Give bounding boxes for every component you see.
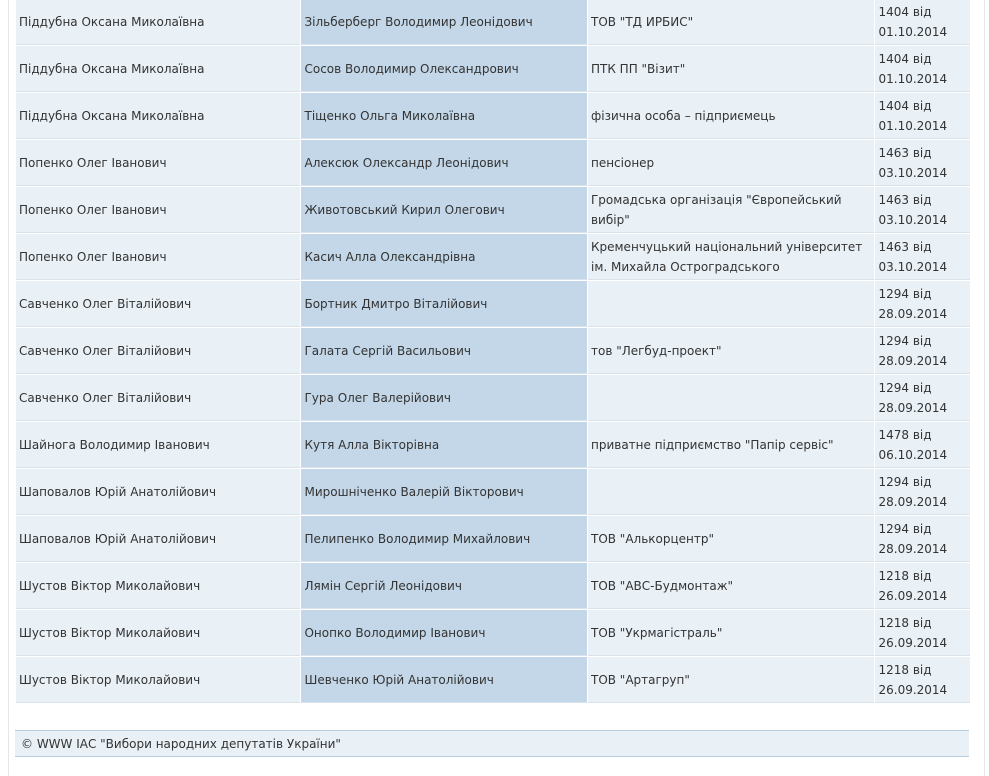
decision-date: 28.09.2014 <box>878 400 948 415</box>
workplace-cell: Кременчуцький національний університет ім. Михайла Остроградського <box>588 234 875 280</box>
observer-cell: Лямін Сергій Леонідович <box>301 563 587 609</box>
decision-number: 1294 від <box>878 333 932 348</box>
observer-cell: Зільберберг Володимир Леонідович <box>301 0 587 45</box>
workplace-cell <box>588 281 875 327</box>
decision-date: 28.09.2014 <box>878 353 948 368</box>
decision-date: 28.09.2014 <box>878 306 948 321</box>
candidate-cell: Попенко Олег Іванович <box>16 187 300 233</box>
table-row <box>16 140 970 186</box>
decision-date: 28.09.2014 <box>878 494 948 509</box>
decision-date: 26.09.2014 <box>878 588 948 603</box>
workplace-cell: Громадська організація "Європейський вибір" <box>588 187 875 233</box>
observer-cell: Тіщенко Ольга Миколаївна <box>301 93 587 139</box>
decision-cell <box>875 140 970 186</box>
decision-cell <box>875 469 970 515</box>
observer-cell: Касич Алла Олександрівна <box>301 234 587 280</box>
decision-number: 1478 від <box>878 427 932 442</box>
decision-number: 1294 від <box>878 286 932 301</box>
decision-date: 03.10.2014 <box>878 259 948 274</box>
candidate-cell: Шаповалов Юрій Анатолійович <box>16 516 300 562</box>
decision-date: 28.09.2014 <box>878 541 948 556</box>
table-row <box>16 375 970 421</box>
decision-number: 1463 від <box>878 145 932 160</box>
decision-date: 26.09.2014 <box>878 635 948 650</box>
table-row <box>16 469 970 515</box>
decision-cell <box>875 328 970 374</box>
workplace-cell: ПТК ПП "Візит" <box>588 46 875 92</box>
workplace-cell: приватне підприємство "Папір сервіс" <box>588 422 875 468</box>
decision-date: 01.10.2014 <box>878 24 948 39</box>
decision-number: 1294 від <box>878 521 932 536</box>
workplace-cell <box>588 469 875 515</box>
decision-number: 1404 від <box>878 4 932 19</box>
decision-number: 1294 від <box>878 474 932 489</box>
decision-date: 03.10.2014 <box>878 165 948 180</box>
observer-cell: Галата Сергій Васильович <box>301 328 587 374</box>
workplace-cell: ТОВ "ТД ИРБИС" <box>588 0 875 45</box>
decision-cell <box>875 563 970 609</box>
candidate-cell: Савченко Олег Віталійович <box>16 281 300 327</box>
table-row <box>16 281 970 327</box>
decision-cell <box>875 375 970 421</box>
decision-cell <box>875 234 970 280</box>
candidate-cell: Шустов Віктор Миколайович <box>16 657 300 703</box>
table-row <box>16 187 970 233</box>
workplace-cell: ТОВ "Укрмагістраль" <box>588 610 875 656</box>
table-row <box>16 610 970 656</box>
observer-cell: Онопко Володимир Іванович <box>301 610 587 656</box>
workplace-cell <box>588 375 875 421</box>
table-row <box>16 46 970 92</box>
workplace-cell: пенсіонер <box>588 140 875 186</box>
decision-cell <box>875 281 970 327</box>
decision-cell <box>875 0 970 45</box>
observer-cell: Алексюк Олександр Леонідович <box>301 140 587 186</box>
footer-copyright: © WWW ІАС "Вибори народних депутатів України" <box>21 737 341 751</box>
observers-table-body <box>16 0 970 703</box>
table-row <box>16 657 970 703</box>
decision-date: 03.10.2014 <box>878 212 948 227</box>
observer-cell: Шевченко Юрій Анатолійович <box>301 657 587 703</box>
decision-cell <box>875 187 970 233</box>
observer-cell: Пелипенко Володимир Михайлович <box>301 516 587 562</box>
candidate-cell: Шустов Віктор Миколайович <box>16 563 300 609</box>
decision-number: 1463 від <box>878 192 932 207</box>
decision-number: 1218 від <box>878 568 932 583</box>
table-row <box>16 0 970 45</box>
decision-number: 1404 від <box>878 98 932 113</box>
workplace-cell: ТОВ "АВС-Будмонтаж" <box>588 563 875 609</box>
table-row <box>16 234 970 280</box>
candidate-cell: Шайнога Володимир Іванович <box>16 422 300 468</box>
decision-date: 26.09.2014 <box>878 682 948 697</box>
candidate-cell: Піддубна Оксана Миколаївна <box>16 46 300 92</box>
candidate-cell: Шаповалов Юрій Анатолійович <box>16 469 300 515</box>
decision-cell <box>875 93 970 139</box>
observer-cell: Животовський Кирил Олегович <box>301 187 587 233</box>
observers-table <box>15 0 971 704</box>
candidate-cell: Савченко Олег Віталійович <box>16 328 300 374</box>
decision-number: 1218 від <box>878 615 932 630</box>
decision-cell <box>875 516 970 562</box>
decision-cell <box>875 610 970 656</box>
workplace-cell: ТОВ "Артагруп" <box>588 657 875 703</box>
decision-number: 1463 від <box>878 239 932 254</box>
decision-date: 01.10.2014 <box>878 71 948 86</box>
observer-cell: Гура Олег Валерійович <box>301 375 587 421</box>
observer-cell: Бортник Дмитро Віталійович <box>301 281 587 327</box>
workplace-cell: фізична особа – підприємець <box>588 93 875 139</box>
candidate-cell: Попенко Олег Іванович <box>16 140 300 186</box>
candidate-cell: Савченко Олег Віталійович <box>16 375 300 421</box>
decision-number: 1404 від <box>878 51 932 66</box>
observer-cell: Кутя Алла Вікторівна <box>301 422 587 468</box>
table-row <box>16 93 970 139</box>
candidate-cell: Шустов Віктор Миколайович <box>16 610 300 656</box>
decision-date: 01.10.2014 <box>878 118 948 133</box>
table-row <box>16 516 970 562</box>
workplace-cell: ТОВ "Алькорцентр" <box>588 516 875 562</box>
decision-cell <box>875 46 970 92</box>
decision-cell <box>875 422 970 468</box>
page-footer <box>15 730 969 757</box>
table-row <box>16 563 970 609</box>
workplace-cell: тов "Легбуд-проект" <box>588 328 875 374</box>
candidate-cell: Піддубна Оксана Миколаївна <box>16 0 300 45</box>
decision-cell <box>875 657 970 703</box>
candidate-cell: Попенко Олег Іванович <box>16 234 300 280</box>
decision-number: 1218 від <box>878 662 932 677</box>
table-row <box>16 422 970 468</box>
decision-number: 1294 від <box>878 380 932 395</box>
decision-date: 06.10.2014 <box>878 447 948 462</box>
observer-cell: Мирошніченко Валерій Вікторович <box>301 469 587 515</box>
observer-cell: Сосов Володимир Олександрович <box>301 46 587 92</box>
candidate-cell: Піддубна Оксана Миколаївна <box>16 93 300 139</box>
table-row <box>16 328 970 374</box>
